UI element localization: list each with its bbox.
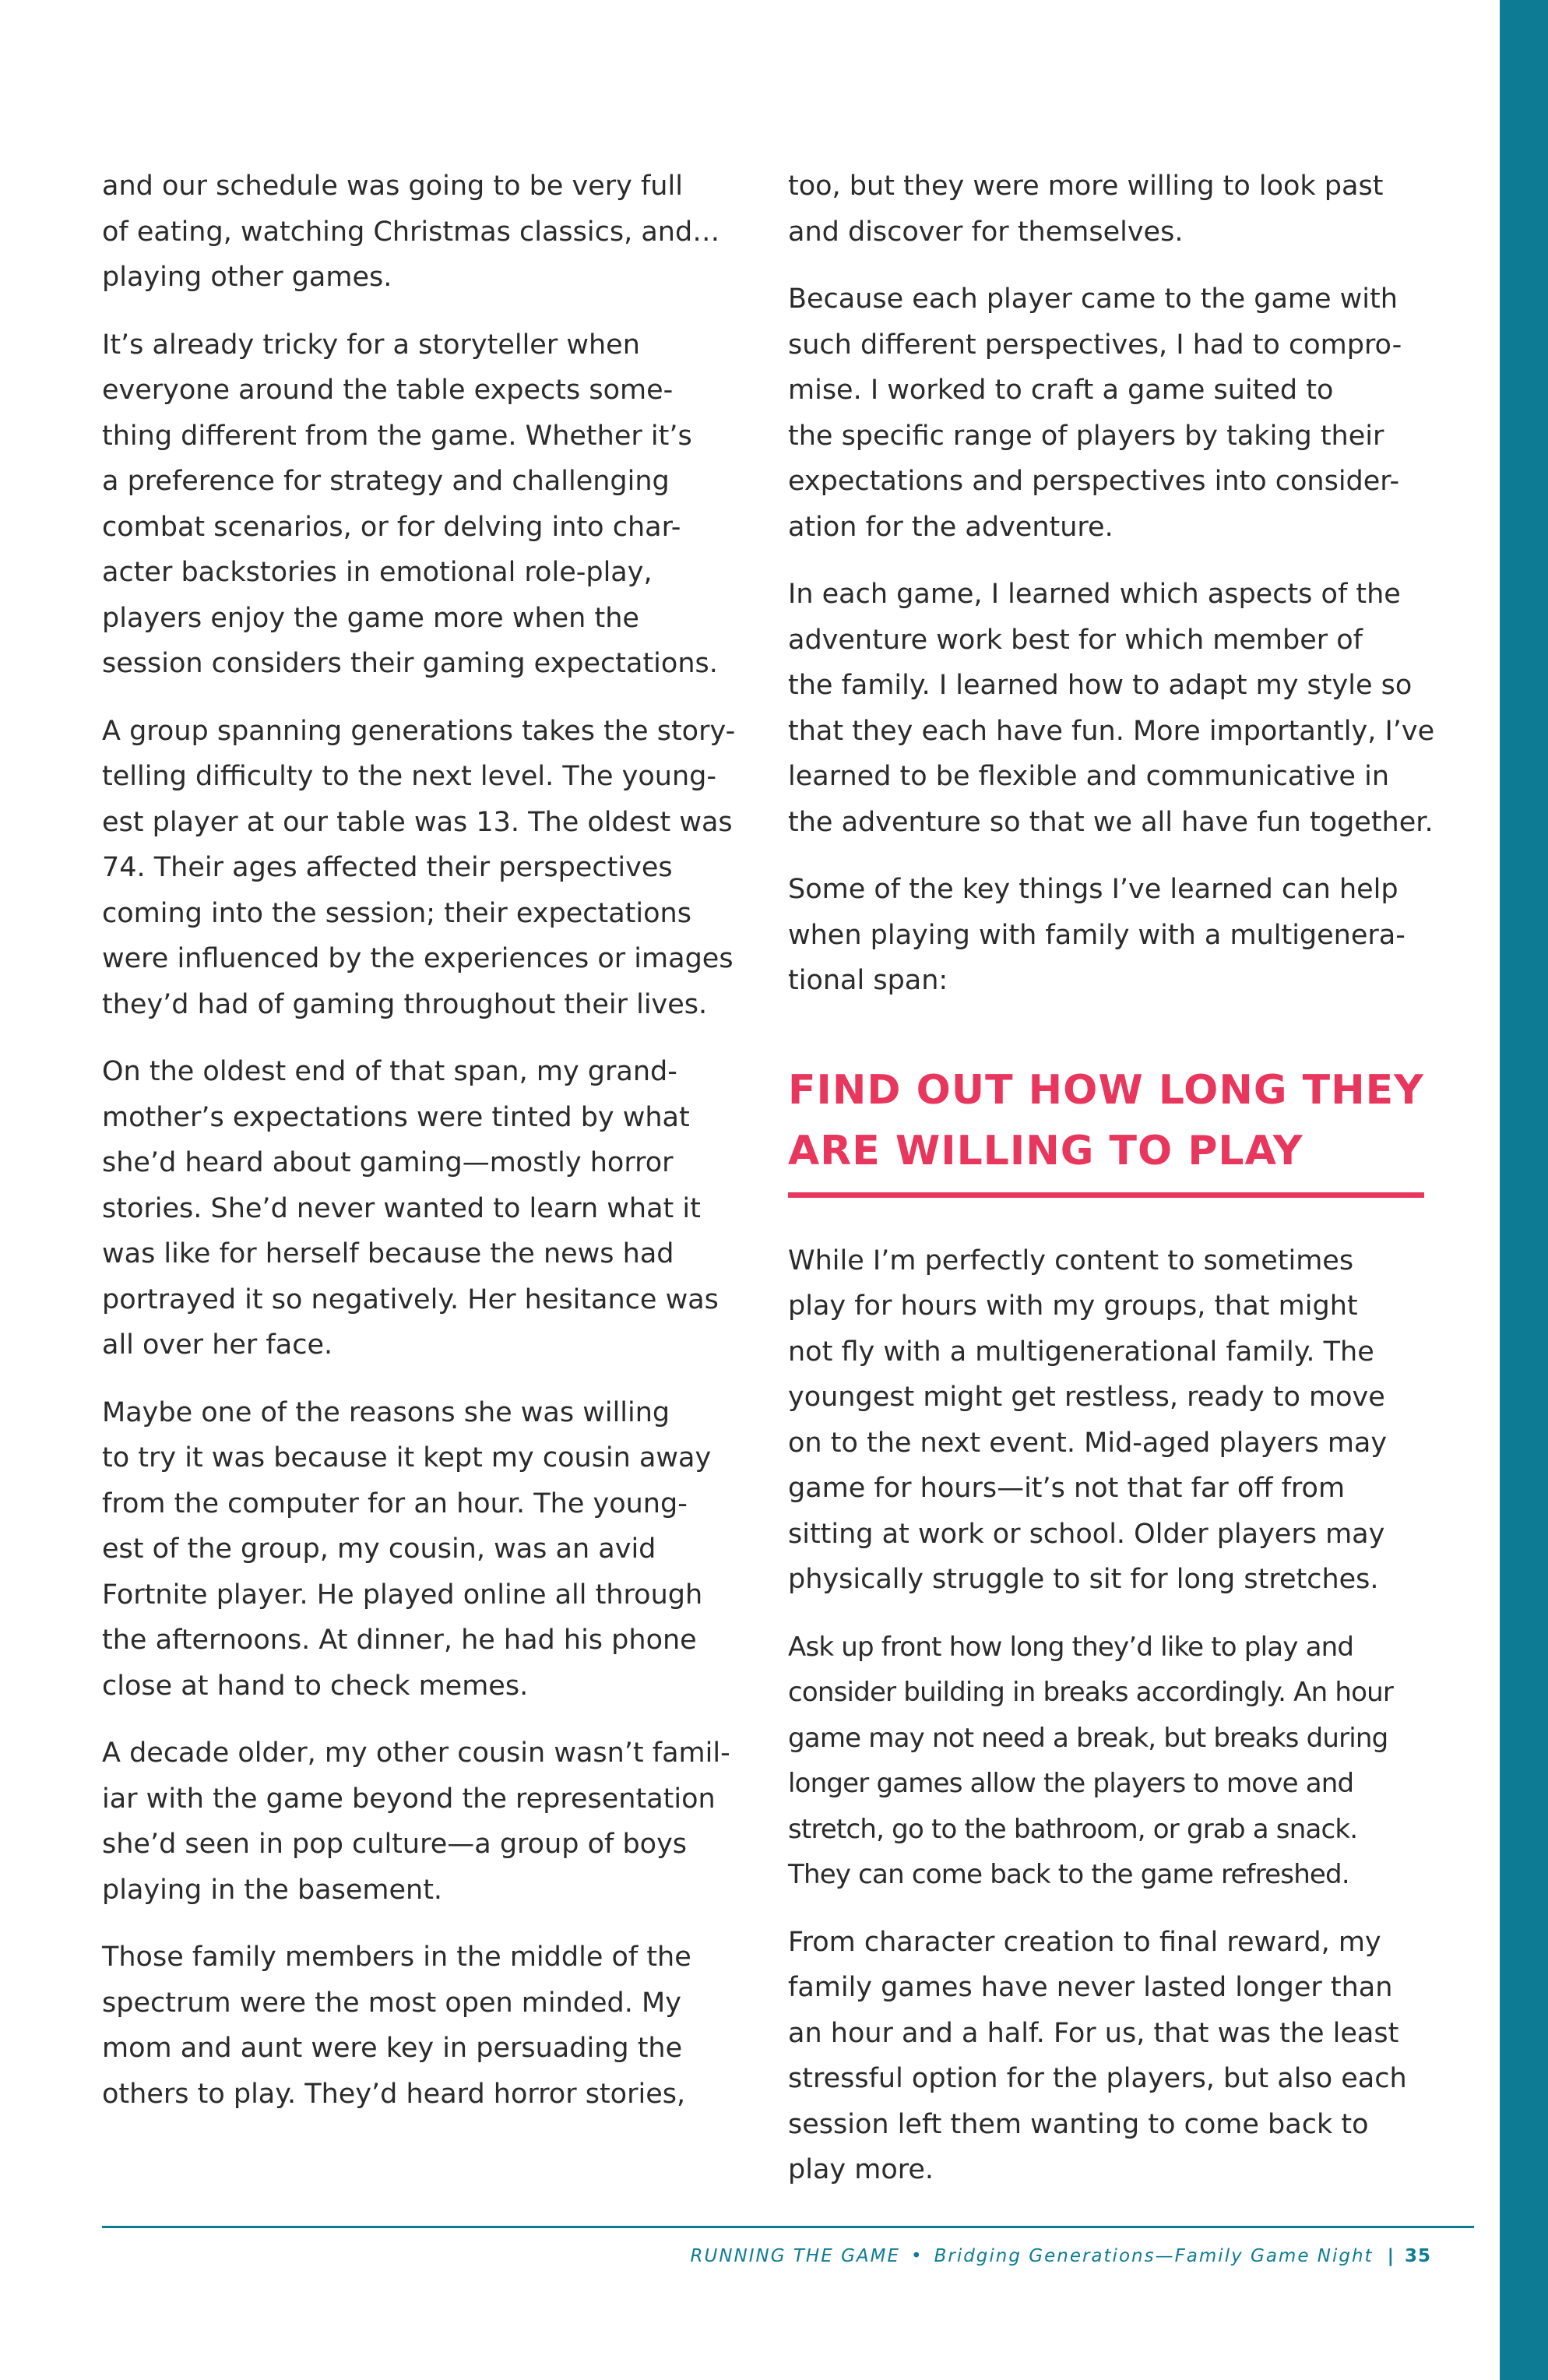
right-column <box>788 164 1450 2215</box>
footer-divider-glyph: | <box>1387 2246 1395 2266</box>
paragraph: A group spanning generations takes the story- telling difficulty to the next level. The young- est player at our table was 13. The oldest was 74. Their ages affected their perspectives coming into the session; their expectations were influenced by the experiences or images they’d had of gaming throughout their lives. <box>102 715 736 1020</box>
paragraph: Those family members in the middle of the spectrum were the most open minded. My mom and aunt were key in persuading the others to play. They’d heard horror stories, <box>102 1942 691 2110</box>
footer-chapter: Bridging Generations—Family Game Night <box>934 2246 1374 2266</box>
side-color-bar <box>1500 0 1548 2380</box>
paragraph: From character creation to final reward, my family games have never lasted longer than an hour and a half. For us, that was the least stressful option for the players, but also each session left them wanting to come back to play more. <box>788 1926 1407 2185</box>
paragraph: A decade older, my other cousin wasn’t famil- iar with the game beyond the representation she’d seen in pop culture—a group of boys playing in the basement. <box>102 1737 730 1906</box>
paragraph: and our schedule was going to be very full of eating, watching Christmas classics, and… playing other games. <box>102 171 720 293</box>
paragraph: Maybe one of the reasons she was willing to try it was because it kept my cousin away from the computer for an hour. The young- est of the group, my cousin, was an avid Fortnite player. He played online all through the afternoons. At dinner, he had his phone close at hand to check memes. <box>102 1396 712 1702</box>
footer-section: RUNNING THE GAME <box>690 2246 900 2266</box>
footer-divider <box>102 2226 1474 2228</box>
paragraph: Some of the key things I’ve learned can help when playing with family with a multigenera- tional span: <box>788 874 1406 996</box>
paragraph: too, but they were more willing to look past and discover for themselves. <box>788 171 1384 248</box>
paragraph: It’s already tricky for a storyteller when everyone around the table expects some- thing different from the game. Whether it’s a preference for strategy and challenging combat scenarios, or for delving into char- acter backstories in emotional role-play, players enjoy the game more when the session considers their gaming expectations. <box>102 329 718 679</box>
paragraph: Ask up front how long they’d like to play and consider building in breaks accordingly. An hour game may not need a break, but breaks during longer games allow the players to move and stretch, go to the bathroom, or grab a snack. They can come back to the game refreshed. <box>788 1631 1394 1890</box>
footer-separator: • <box>911 2246 924 2266</box>
paragraph: While I’m perfectly content to sometimes play for hours with my groups, that might not fly with a multigenerational family. The youngest might get restless, ready to move on to the next event. Mid-aged players may game for hours—it’s not that far off from sitting at work or school. Older players may physically struggle to sit for long stretches. <box>788 1245 1388 1595</box>
page-footer <box>691 2246 1431 2266</box>
left-column <box>102 164 764 2139</box>
paragraph: On the oldest end of that span, my grand- mother’s expectations were tinted by what she’d heard about gaming—mostly horror stories. She’d never wanted to learn what it was like for herself because the news had portrayed it so negatively. Her hesitance was all over her face. <box>102 1056 719 1361</box>
page-number: 35 <box>1404 2246 1431 2266</box>
section-heading: FIND OUT HOW LONG THEY ARE WILLING TO PLAY <box>788 1060 1424 1198</box>
paragraph: Because each player came to the game with such different perspectives, I had to compro- mise. I worked to craft a game suited to the specific range of players by taking their expectations and perspectives into consider- ation for the adventure. <box>788 283 1402 543</box>
paragraph: In each game, I learned which aspects of the adventure work best for which member of the family. I learned how to adapt my style so that they each have fun. More importantly, I’ve learned to be flexible and communicative in the adventure so that we all have fun together. <box>788 579 1435 838</box>
